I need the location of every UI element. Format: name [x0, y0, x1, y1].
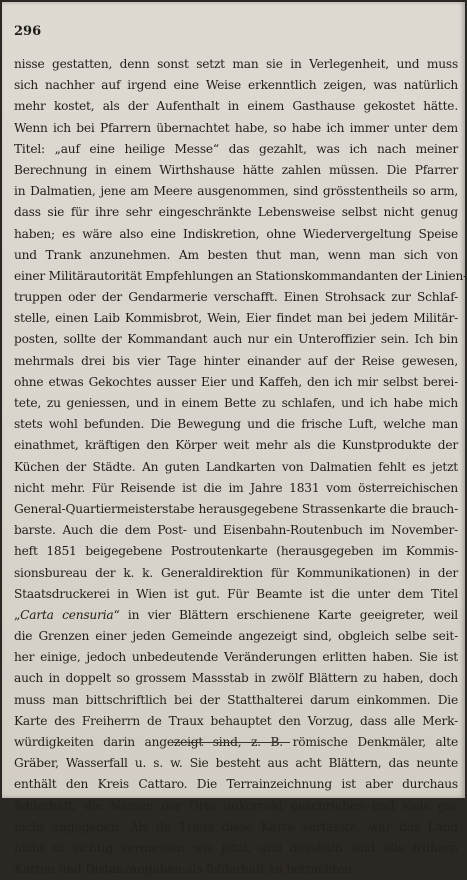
text-line: enthält den Kreis Cattaro. Die Terrainzeichnung ist aber durchaus	[14, 777, 458, 792]
text-line: General-Quartiermeisterstabe herausgegebene Strassenkarte die brauch-	[14, 501, 458, 516]
text-line: die Grenzen einer jeden Gemeinde angezeigt sind, obgleich selbe seit-	[14, 629, 458, 644]
text-line: heft 1851 beigegebene Postroutenkarte (herausgegeben im Kommis-	[14, 544, 458, 559]
text-line: fehlerhaft, die Namen der Orte unkorrekt geschrieben und viele gar	[14, 798, 458, 813]
text-line: mehrmals drei bis vier Tage hinter einander auf der Reise gewesen,	[14, 353, 458, 368]
text-line: einathmet, kräftigen den Körper weit mehr als die Kunstprodukte der	[14, 438, 458, 453]
text-line: truppen oder der Gendarmerie verschafft. Einen Strohsack zur Schlaf-	[14, 290, 458, 305]
text-line: Titel: „auf eine heilige Messe“ das gezahlt, was ich nach meiner	[14, 141, 458, 156]
text-line: auch in doppelt so grossem Massstab in zwölf Blättern zu haben, doch	[14, 671, 458, 686]
text-line: stets wohl befunden. Die Bewegung und die frische Luft, welche man	[14, 417, 458, 432]
page-number: 296	[14, 24, 42, 39]
text-line: Staatsdruckerei in Wien ist gut. Für Beamte ist die unter dem Titel	[14, 586, 458, 601]
text-line: nisse gestatten, denn sonst setzt man sie in Verlegenheit, und muss	[14, 57, 458, 71]
text-line: nicht angegeben. Als de Traux diese Karte verfasste, war das Land	[14, 819, 458, 834]
text-line: nicht so richtig vermessen wie jetzt, und desshalb sind alle frühern	[14, 840, 458, 855]
text-line: haben; es wäre also eine Indiskretion, ohne Wiedervergeltung Speise	[14, 226, 458, 241]
book-page	[2, 2, 467, 877]
text-line: würdigkeiten darin angezeigt sind, z. B. römische Denkmäler, alte	[14, 735, 458, 749]
text-line: „Carta censuria“ in vier Blättern erschienene Karte geeigreter, weil	[14, 607, 458, 622]
map-title-italic: Carta censuria	[20, 607, 114, 622]
text-line: sich nachher auf irgend eine Weise erkenntlich zeigen, was natürlich	[14, 78, 458, 93]
text-line: einer Militärautorität Empfehlungen an Stationskommandanten der Linien-	[14, 268, 467, 283]
text-line: dass sie für ihre sehr eingeschränkte Lebensweise selbst nicht genug	[14, 205, 458, 220]
text-line: Karte des Freiherrn de Traux behauptet den Vorzug, dass alle Merk-	[14, 713, 458, 728]
text-line: posten, sollte der Kommandant auch nur ein Unteroffizier sein. Ich bin	[14, 332, 458, 347]
text-line: nicht mehr. Für Reisende ist die im Jahre 1831 vom österreichischen	[14, 480, 458, 495]
text-line: ohne etwas Gekochtes ausser Eier und Kaffeh, den ich mir selbst berei-	[14, 374, 458, 389]
text-line: muss man bittschriftlich bei der Statthalterei darum einkommen. Die	[14, 692, 458, 707]
text-line: Wenn ich bei Pfarrern übernachtet habe, so habe ich immer unter dem	[14, 120, 458, 135]
text-line: sionsbureau der k. k. Generaldirektion für Kommunikationen) in der	[14, 565, 458, 580]
text-line: stelle, einen Laib Kommisbrot, Wein, Eier findet man bei jedem Militär-	[14, 311, 458, 326]
text-line: in Dalmatien, jene am Meere ausgenommen, sind grösstentheils so arm,	[14, 184, 458, 199]
text-line: Karten und Distanzangaben als fehlerhaft zu betrachten.	[14, 862, 356, 877]
text-line: Küchen der Städte. An guten Landkarten von Dalmatien fehlt es jetzt	[14, 459, 458, 474]
text-line: und Trank anzunehmen. Am besten thut man, wenn man sich von	[14, 247, 458, 262]
text-line: her einige, jedoch unbedeutende Veränderungen erlitten haben. Sie ist	[14, 650, 458, 665]
text-line: tete, zu geniessen, und in einem Bette zu schlafen, und ich habe mich	[14, 396, 458, 410]
body-text	[14, 54, 467, 880]
text-line: barste. Auch die dem Post- und Eisenbahn-Routenbuch im November-	[14, 523, 458, 538]
text-line: mehr kostet, als der Aufenthalt in einem Gasthause gekostet hätte.	[14, 99, 458, 114]
text-line: Berechnung in einem Wirthshause hätte zahlen müssen. Die Pfarrer	[14, 162, 458, 177]
end-rule	[172, 742, 290, 743]
text-line: Gräber, Wasserfall u. s. w. Sie besteht aus acht Blättern, das neunte	[14, 756, 458, 771]
